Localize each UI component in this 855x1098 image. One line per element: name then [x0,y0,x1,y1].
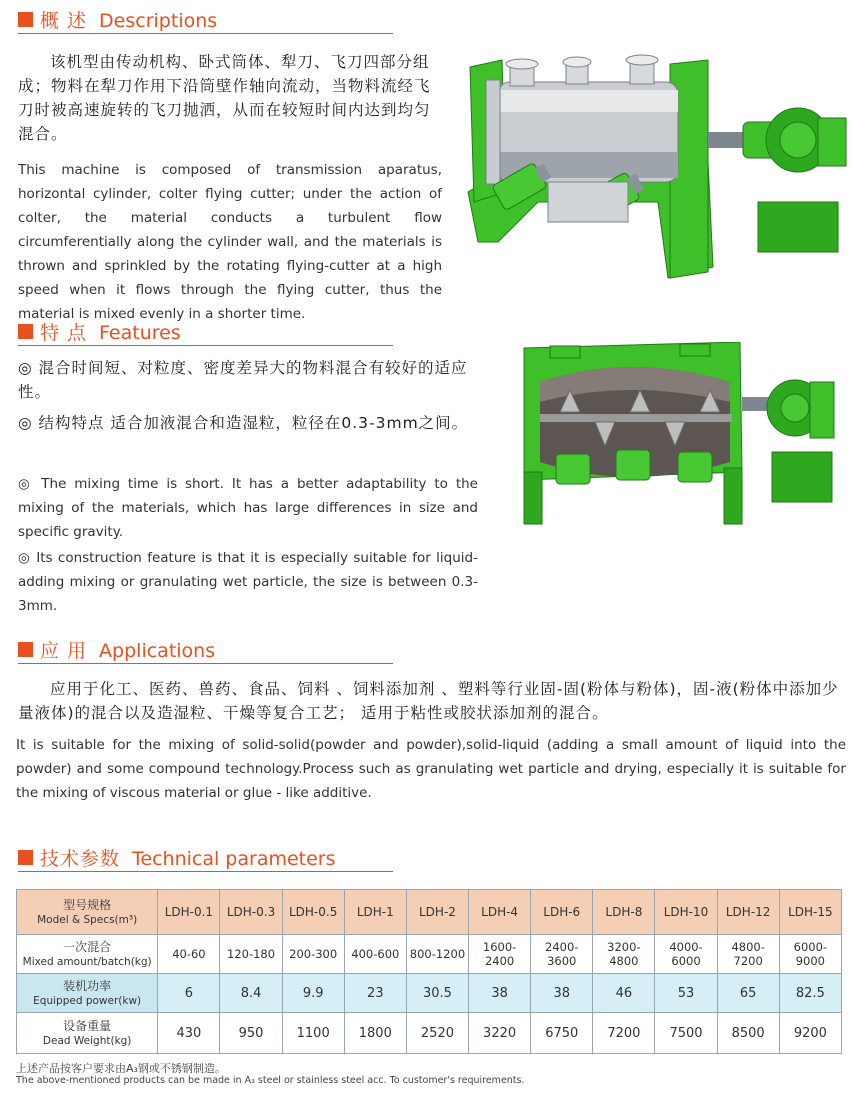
zh-line: 该机型由传动机构、卧式筒体、犁刀、飞刀四部分组 [50,53,430,71]
heading-zh: 特 点 [40,322,88,344]
features-zh-item-2: ◎ 结构特点 适合加液混合和造湿粒，粒径在0.3-3mm之间。 [18,414,469,432]
table-cell: 9.9 [282,974,344,1013]
zh-line: 刀时被高速旋转的飞刀抛洒，从而在较短时间内达到均匀 [18,101,431,119]
model-cell: LDH-6 [531,890,593,935]
table-cell: 40-60 [158,935,220,974]
model-cell: LDH-10 [655,890,717,935]
table-cell: 7200 [593,1013,655,1054]
table-cell: 65 [717,974,779,1013]
zh-line: 混合。 [18,125,68,143]
table-cell: 8500 [717,1013,779,1054]
table-cell: 1800 [344,1013,406,1054]
table-cell: 4000-6000 [655,935,717,974]
footnote-en: The above-mentioned products can be made in A₃ steel or stainless steel acc. To customer's requirements. [16,1075,525,1086]
table-cell: 6000-9000 [779,935,841,974]
table-cell: 4800-7200 [717,935,779,974]
heading-square-icon [18,850,33,865]
table-cell: 82.5 [779,974,841,1013]
heading-square-icon [18,324,33,339]
table-cell: 30.5 [406,974,468,1013]
heading-rule [18,663,393,664]
table-cell: 38 [531,974,593,1013]
heading-rule [18,345,393,346]
heading-rule [18,33,393,34]
table-cell: 430 [158,1013,220,1054]
heading-zh: 概 述 [40,10,88,32]
row-label: 一次混合 Mixed amount/batch(kg) [17,935,158,974]
applications-zh-text: 应用于化工、医药、兽药、食品、饲料 、饲料添加剂 、塑料等行业固-固(粉体与粉体)，固-液(粉体中添加少量液体)的混合以及造湿粒、干燥等复合工艺； 适用于粘性或胶状添加剂的混合。 [18,680,839,722]
table-cell: 46 [593,974,655,1013]
descriptions-zh-text [18,50,446,146]
model-cell: LDH-0.3 [220,890,282,935]
table-cell: 8.4 [220,974,282,1013]
applications-en-text: It is suitable for the mixing of solid-solid(powder and powder),solid-liquid (adding a small amount of liquid into the powder) and some compound technology.Process such as granulating wet particle and drying, especially it is suitable for the mixing of viscous material or glue - like additive. [16,737,846,801]
row-label: 装机功率 Equipped power(kw) [17,974,158,1013]
table-header-label: 型号规格 Model & Specs(m³) [17,890,158,935]
table-cell: 120-180 [220,935,282,974]
descriptions-en-text: This machine is composed of transmission aparatus, horizontal cylinder, colter flying cutter; under the action of colter, the material conducts a turbulent flow circumferentially along the cylinder wall, and the materials is thrown and sprinkled by the rotating flying-cutter at a high speed when it flows through the flying cutter, thus the material is mixed evenly in a shorter time. [18,162,442,322]
heading-square-icon [18,642,33,657]
table-cell: 9200 [779,1013,841,1054]
table-cell: 1100 [282,1013,344,1054]
table-cell: 950 [220,1013,282,1054]
table-row [17,935,842,974]
heading-en: Features [99,322,181,344]
zh-line: 成；物料在犁刀作用下沿筒壁作轴向流动，当物料流经飞 [18,77,431,95]
heading-en: Technical parameters [132,848,336,870]
heading-square-icon [18,12,33,27]
footnote-zh: 上述产品按客户要求由A₃钢或不锈钢制造。 [16,1062,226,1075]
table-cell: 7500 [655,1013,717,1054]
heading-zh: 技术参数 [40,848,121,870]
table-row [17,1013,842,1054]
table-cell: 6750 [531,1013,593,1054]
ribbon-mixer-photo-1 [458,42,850,284]
model-cell: LDH-0.1 [158,890,220,935]
features-en-item-1: ◎ The mixing time is short. It has a better adaptability to the mixing of the materials, which has large differences in size and specific gravity. [18,476,478,540]
model-cell: LDH-15 [779,890,841,935]
features-zh-item-1: ◎ 混合时间短、对粒度、密度差异大的物料混合有较好的适应性。 [18,359,468,401]
table-cell: 2400-3600 [531,935,593,974]
heading-zh: 应 用 [40,640,88,662]
table-cell: 1600-2400 [469,935,531,974]
table-cell: 800-1200 [406,935,468,974]
model-cell: LDH-4 [469,890,531,935]
model-cell: LDH-0.5 [282,890,344,935]
model-cell: LDH-2 [406,890,468,935]
heading-en: Descriptions [99,10,218,32]
row-label: 设备重量 Dead Weight(kg) [17,1013,158,1054]
table-cell: 53 [655,974,717,1013]
table-cell: 23 [344,974,406,1013]
table-row [17,974,842,1013]
table-cell: 3200-4800 [593,935,655,974]
features-en-item-2: ◎ Its construction feature is that it is especially suitable for liquid-adding mixing or granulating wet particle, the size is between 0.3-3mm. [18,550,478,614]
heading-rule [18,871,393,872]
table-cell: 400-600 [344,935,406,974]
model-cell: LDH-1 [344,890,406,935]
technical-parameters-table [16,889,842,1054]
table-cell: 6 [158,974,220,1013]
table-cell: 38 [469,974,531,1013]
table-cell: 200-300 [282,935,344,974]
model-cell: LDH-12 [717,890,779,935]
model-cell: LDH-8 [593,890,655,935]
ribbon-mixer-photo-2 [510,342,840,527]
heading-en: Applications [99,640,216,662]
table-cell: 3220 [469,1013,531,1054]
table-cell: 2520 [406,1013,468,1054]
table-header-row [17,890,842,935]
